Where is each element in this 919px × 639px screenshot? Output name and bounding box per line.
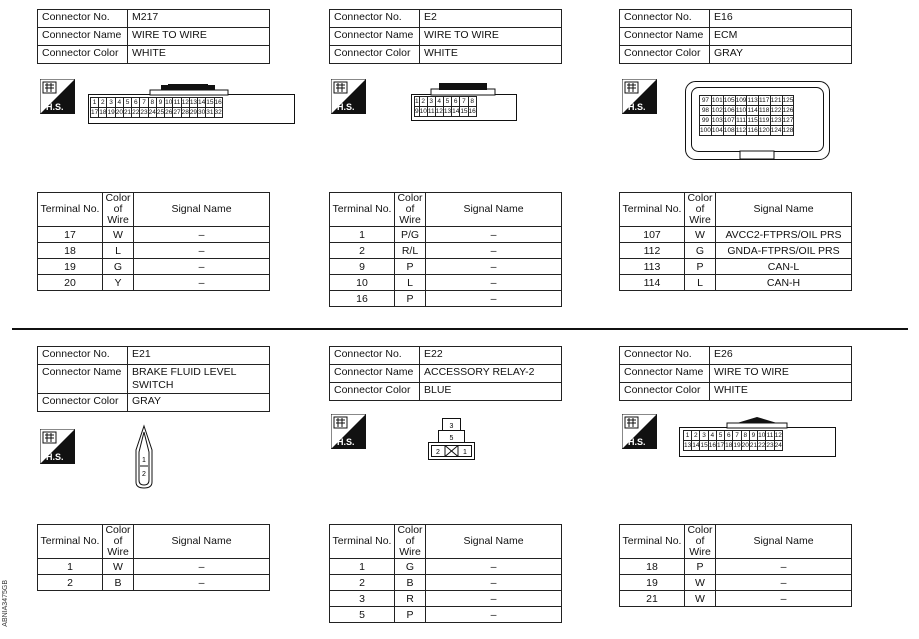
connector-pin: 30 <box>198 109 206 116</box>
label-connector-color: Connector Color <box>38 46 128 64</box>
terminal-table-e26 <box>619 524 852 607</box>
connector-pin: 98 <box>700 106 712 116</box>
connector-pin: 117 <box>759 97 770 104</box>
label-connector-no: Connector No. <box>620 347 710 365</box>
header-signal-name: Signal Name <box>716 525 852 559</box>
connector-pin: 22 <box>132 109 140 116</box>
terminal-no-cell: 18 <box>620 559 685 575</box>
terminal-no-cell: 19 <box>38 259 103 275</box>
label-connector-no: Connector No. <box>330 347 420 365</box>
connector-pin: 21 <box>123 109 132 116</box>
signal-name-cell: GNDA-FTPRS/OIL PRS <box>716 243 852 259</box>
connector-pin: 4 <box>708 431 716 441</box>
table-row <box>330 607 562 623</box>
svg-text:H.S.: H.S. <box>337 437 355 447</box>
table-row <box>38 559 270 575</box>
table-row <box>330 259 562 275</box>
connector-name-value: BRAKE FLUID LEVEL SWITCH <box>128 365 270 394</box>
connector-block-e16 <box>619 9 864 64</box>
label-connector-name: Connector Name <box>620 365 710 383</box>
connector-pin: 110 <box>735 107 747 114</box>
wire-color-cell: P/G <box>395 227 426 243</box>
connector-pin: 97 <box>700 96 712 106</box>
wire-color-cell: P <box>395 607 426 623</box>
connector-pin: 23 <box>140 109 148 116</box>
table-row <box>330 575 562 591</box>
terminal-no-cell: 20 <box>38 275 103 291</box>
connector-pin: 122 <box>770 107 782 114</box>
connector-pin: 18 <box>725 442 733 449</box>
terminal-no-cell: 107 <box>620 227 685 243</box>
terminal-no-cell: 112 <box>620 243 685 259</box>
header-terminal-no: Terminal No. <box>620 525 685 559</box>
table-row <box>330 227 562 243</box>
section-divider <box>12 328 908 330</box>
connector-block-e21 <box>37 346 282 412</box>
connector-pin: 19 <box>107 109 115 116</box>
connector-pin: 17 <box>91 109 99 116</box>
table-row <box>330 243 562 259</box>
connector-pin: 19 <box>733 442 741 449</box>
connector-pin: 9 <box>749 431 757 441</box>
connector-pin: 121 <box>770 97 782 104</box>
signal-name-cell: – <box>134 575 270 591</box>
connector-pin: 24 <box>774 442 782 449</box>
connector-pin: 10 <box>419 108 427 115</box>
wire-color-cell: L <box>103 243 134 259</box>
connector-pin: 7 <box>460 97 468 107</box>
table-row <box>620 575 852 591</box>
connector-color-value: WHITE <box>710 383 852 401</box>
connector-pin: 11 <box>427 108 435 115</box>
connector-block-e26 <box>619 346 864 401</box>
connector-pin: 2 <box>99 98 107 108</box>
connector-pin: 112 <box>735 127 747 134</box>
label-connector-name: Connector Name <box>38 365 128 394</box>
connector-no-value: E16 <box>710 10 852 28</box>
header-color-of-wire: Color of Wire <box>395 193 426 227</box>
header-signal-name: Signal Name <box>134 525 270 559</box>
header-signal-name: Signal Name <box>426 193 562 227</box>
wire-color-cell: P <box>395 259 426 275</box>
connector-pin: 7 <box>140 98 148 108</box>
wire-color-cell: W <box>103 227 134 243</box>
connector-pin: 102 <box>711 107 723 114</box>
connector-pin: 14 <box>198 99 206 106</box>
connector-pin: 14 <box>452 108 460 115</box>
connector-info-table <box>329 9 562 64</box>
connector-pin: 8 <box>468 97 476 107</box>
table-row <box>620 243 852 259</box>
signal-name-cell: – <box>134 227 270 243</box>
pin-2: 2 <box>142 471 146 478</box>
connector-block-e2 <box>329 9 574 64</box>
connector-pin: 1 <box>415 98 419 105</box>
signal-name-cell: – <box>716 559 852 575</box>
signal-name-cell: – <box>426 243 562 259</box>
terminal-no-cell: 18 <box>38 243 103 259</box>
wire-color-cell: R/L <box>395 243 426 259</box>
connector-pin: 120 <box>758 127 770 134</box>
wire-color-cell: L <box>685 275 716 291</box>
connector-pin: 10 <box>165 99 173 106</box>
connector-pin: 127 <box>782 117 794 124</box>
connector-pin: 12 <box>181 99 189 106</box>
connector-info-table <box>37 346 270 412</box>
pin-5: 5 <box>449 435 454 442</box>
label-connector-no: Connector No. <box>38 347 128 365</box>
wire-color-cell: W <box>103 559 134 575</box>
connector-pin: 2 <box>419 97 427 107</box>
connector-pin: 109 <box>735 97 747 104</box>
signal-name-cell: – <box>426 607 562 623</box>
wire-color-cell: Y <box>103 275 134 291</box>
signal-name-cell: – <box>134 275 270 291</box>
signal-name-cell: CAN-H <box>716 275 852 291</box>
terminal-no-cell: 114 <box>620 275 685 291</box>
header-terminal-no: Terminal No. <box>38 193 103 227</box>
harness-side-icon <box>40 79 75 114</box>
connector-pin: 125 <box>782 97 794 104</box>
wire-color-cell: W <box>685 591 716 607</box>
header-signal-name: Signal Name <box>426 525 562 559</box>
wire-color-cell: P <box>395 291 426 307</box>
connector-pin: 26 <box>165 109 173 116</box>
connector-pin: 111 <box>736 117 746 124</box>
connector-pin: 128 <box>782 127 794 134</box>
header-terminal-no: Terminal No. <box>330 193 395 227</box>
connector-pin: 22 <box>758 442 766 449</box>
table-row <box>620 227 852 243</box>
connector-pin: 7 <box>733 431 741 441</box>
connector-pin: 3 <box>700 431 708 441</box>
label-connector-color: Connector Color <box>330 46 420 64</box>
harness-side-icon <box>331 414 366 449</box>
connector-pin: 126 <box>782 107 794 114</box>
figure-code: ABNIA3475GB <box>2 580 9 627</box>
connector-pin: 29 <box>189 109 198 116</box>
connector-pin: 113 <box>747 97 758 104</box>
connector-pin: 27 <box>173 109 181 116</box>
connector-pin: 10 <box>758 432 766 439</box>
terminal-no-cell: 16 <box>330 291 395 307</box>
pin-1: 1 <box>142 457 146 464</box>
wire-color-cell: G <box>685 243 716 259</box>
header-terminal-no: Terminal No. <box>330 525 395 559</box>
connector-color-value: WHITE <box>420 46 562 64</box>
wire-color-cell: W <box>685 575 716 591</box>
wire-color-cell: R <box>395 591 426 607</box>
terminal-no-cell: 1 <box>330 227 395 243</box>
connector-pin: 23 <box>766 442 774 449</box>
table-row <box>38 243 270 259</box>
connector-pin: 32 <box>214 109 222 116</box>
connector-pin: 15 <box>206 99 214 106</box>
harness-side-icon <box>331 79 366 114</box>
connector-pin: 3 <box>427 97 435 107</box>
connector-pin: 108 <box>723 127 735 134</box>
table-row <box>620 591 852 607</box>
signal-name-cell: – <box>426 291 562 307</box>
connector-pin: 18 <box>99 109 107 116</box>
terminal-no-cell: 1 <box>330 559 395 575</box>
wire-color-cell: G <box>103 259 134 275</box>
header-color-of-wire: Color of Wire <box>103 525 134 559</box>
signal-name-cell: AVCC2-FTPRS/OIL PRS <box>716 227 852 243</box>
harness-side-icon <box>622 79 657 114</box>
connector-block-e22 <box>329 346 574 401</box>
signal-name-cell: – <box>716 575 852 591</box>
harness-side-icon <box>622 414 657 449</box>
connector-pin: 28 <box>181 109 189 116</box>
svg-text:H.S.: H.S. <box>46 102 64 112</box>
label-connector-no: Connector No. <box>620 10 710 28</box>
table-row <box>38 275 270 291</box>
connector-name-value: WIRE TO WIRE <box>128 28 270 46</box>
connector-pin: 12 <box>435 108 443 115</box>
terminal-no-cell: 9 <box>330 259 395 275</box>
terminal-no-cell: 2 <box>330 575 395 591</box>
connector-pin: 4 <box>115 98 123 108</box>
table-row <box>330 275 562 291</box>
connector-pin: 3 <box>107 98 115 108</box>
connector-pin: 14 <box>692 442 700 449</box>
connector-color-value: GRAY <box>710 46 852 64</box>
terminal-no-cell: 21 <box>620 591 685 607</box>
connector-pin: 101 <box>711 97 723 104</box>
signal-name-cell: – <box>134 559 270 575</box>
connector-pin: 20 <box>115 109 123 116</box>
connector-no-value: M217 <box>128 10 270 28</box>
table-row <box>620 559 852 575</box>
terminal-no-cell: 3 <box>330 591 395 607</box>
table-row <box>620 259 852 275</box>
connector-face-e22 <box>428 418 476 467</box>
header-terminal-no: Terminal No. <box>620 193 685 227</box>
label-connector-color: Connector Color <box>620 383 710 401</box>
pin-3: 3 <box>449 423 454 430</box>
signal-name-cell: – <box>426 591 562 607</box>
connector-pin: 24 <box>148 109 156 116</box>
terminal-no-cell: 1 <box>38 559 103 575</box>
connector-pin: 6 <box>452 97 460 107</box>
connector-pin: 105 <box>723 97 735 104</box>
connector-pin: 115 <box>747 117 758 124</box>
connector-pin: 104 <box>711 127 723 134</box>
connector-pin: 11 <box>173 99 181 106</box>
connector-pin: 8 <box>741 431 749 441</box>
connector-pin: 99 <box>700 116 712 126</box>
pin-2: 2 <box>436 449 440 456</box>
connector-pin: 107 <box>723 117 735 124</box>
signal-name-cell: – <box>426 575 562 591</box>
header-color-of-wire: Color of Wire <box>685 193 716 227</box>
connector-pin: 4 <box>435 97 443 107</box>
signal-name-cell: – <box>426 275 562 291</box>
connector-color-value: GRAY <box>128 394 270 412</box>
label-connector-name: Connector Name <box>330 28 420 46</box>
connector-color-value: BLUE <box>420 383 562 401</box>
pin-1: 1 <box>463 449 467 456</box>
connector-pin: 13 <box>443 108 452 115</box>
terminal-table-e16 <box>619 192 852 291</box>
connector-pin: 6 <box>725 431 733 441</box>
wire-color-cell: B <box>395 575 426 591</box>
terminal-no-cell: 113 <box>620 259 685 275</box>
terminal-no-cell: 17 <box>38 227 103 243</box>
connector-no-value: E26 <box>710 347 852 365</box>
connector-no-value: E22 <box>420 347 562 365</box>
table-row <box>330 291 562 307</box>
connector-pin: 20 <box>741 442 749 449</box>
connector-pin: 1 <box>91 98 99 108</box>
svg-text:H.S.: H.S. <box>46 452 64 462</box>
table-row <box>330 559 562 575</box>
connector-no-value: E21 <box>128 347 270 365</box>
terminal-no-cell: 2 <box>330 243 395 259</box>
connector-pin: 11 <box>766 432 774 439</box>
label-connector-no: Connector No. <box>38 10 128 28</box>
connector-pin: 15 <box>700 442 708 449</box>
connector-pin: 114 <box>747 107 758 114</box>
connector-info-table <box>619 346 852 401</box>
terminal-no-cell: 10 <box>330 275 395 291</box>
connector-pin: 9 <box>415 108 419 115</box>
connector-pin: 6 <box>132 98 140 108</box>
connector-pin: 17 <box>716 442 725 449</box>
connector-block-m217 <box>37 9 282 64</box>
connector-pin: 5 <box>443 97 451 107</box>
connector-pin: 118 <box>759 107 770 114</box>
table-row <box>38 575 270 591</box>
label-connector-color: Connector Color <box>330 383 420 401</box>
header-color-of-wire: Color of Wire <box>103 193 134 227</box>
signal-name-cell: – <box>134 259 270 275</box>
connector-name-value: WIRE TO WIRE <box>710 365 852 383</box>
connector-pin: 2 <box>692 431 700 441</box>
connector-pin: 8 <box>148 98 156 108</box>
terminal-no-cell: 2 <box>38 575 103 591</box>
label-connector-color: Connector Color <box>38 394 128 412</box>
wire-color-cell: P <box>685 559 716 575</box>
terminal-no-cell: 5 <box>330 607 395 623</box>
connector-pin: 103 <box>711 117 723 124</box>
wire-color-cell: W <box>685 227 716 243</box>
signal-name-cell: – <box>426 227 562 243</box>
header-color-of-wire: Color of Wire <box>395 525 426 559</box>
connector-pin: 9 <box>156 98 164 108</box>
connector-color-value: WHITE <box>128 46 270 64</box>
wire-color-cell: P <box>685 259 716 275</box>
signal-name-cell: – <box>426 259 562 275</box>
connector-pin: 119 <box>759 117 770 124</box>
harness-side-icon <box>40 429 75 464</box>
terminal-table-e2 <box>329 192 562 307</box>
connector-pin: 100 <box>700 127 711 134</box>
signal-name-cell: – <box>426 559 562 575</box>
table-row <box>38 227 270 243</box>
connector-pin: 25 <box>156 109 165 116</box>
terminal-table-e21 <box>37 524 270 591</box>
table-row <box>330 591 562 607</box>
connector-info-table <box>329 346 562 401</box>
table-row <box>620 275 852 291</box>
connector-name-value: WIRE TO WIRE <box>420 28 562 46</box>
connector-pin: 16 <box>214 99 222 106</box>
svg-text:H.S.: H.S. <box>628 437 646 447</box>
terminal-table-e22 <box>329 524 562 623</box>
connector-pin: 15 <box>460 108 468 115</box>
connector-info-table <box>37 9 270 64</box>
connector-pin: 16 <box>708 442 716 449</box>
header-color-of-wire: Color of Wire <box>685 525 716 559</box>
header-signal-name: Signal Name <box>134 193 270 227</box>
terminal-no-cell: 19 <box>620 575 685 591</box>
label-connector-name: Connector Name <box>620 28 710 46</box>
connector-face-e21 <box>132 424 156 495</box>
connector-pin: 13 <box>189 99 198 106</box>
signal-name-cell: – <box>716 591 852 607</box>
table-row <box>38 259 270 275</box>
wire-color-cell: B <box>103 575 134 591</box>
signal-name-cell: – <box>134 243 270 259</box>
label-connector-name: Connector Name <box>38 28 128 46</box>
connector-pin: 124 <box>770 127 782 134</box>
label-connector-no: Connector No. <box>330 10 420 28</box>
connector-pin: 31 <box>206 109 214 116</box>
label-connector-color: Connector Color <box>620 46 710 64</box>
connector-pin: 12 <box>774 432 782 439</box>
wire-color-cell: G <box>395 559 426 575</box>
connector-pin: 21 <box>749 442 758 449</box>
connector-pin: 1 <box>684 431 692 441</box>
connector-pin: 5 <box>716 431 724 441</box>
svg-text:H.S.: H.S. <box>337 102 355 112</box>
wire-color-cell: L <box>395 275 426 291</box>
connector-pin: 106 <box>723 107 735 114</box>
connector-no-value: E2 <box>420 10 562 28</box>
header-signal-name: Signal Name <box>716 193 852 227</box>
connector-info-table <box>619 9 852 64</box>
connector-name-value: ACCESSORY RELAY-2 <box>420 365 562 383</box>
connector-pin: 116 <box>747 127 758 134</box>
terminal-table-m217 <box>37 192 270 291</box>
connector-pin: 13 <box>684 442 692 449</box>
connector-pin: 5 <box>123 98 131 108</box>
label-connector-name: Connector Name <box>330 365 420 383</box>
connector-pin: 123 <box>770 117 782 124</box>
header-terminal-no: Terminal No. <box>38 525 103 559</box>
svg-text:H.S.: H.S. <box>628 102 646 112</box>
connector-name-value: ECM <box>710 28 852 46</box>
connector-pin: 16 <box>468 108 476 115</box>
signal-name-cell: CAN-L <box>716 259 852 275</box>
